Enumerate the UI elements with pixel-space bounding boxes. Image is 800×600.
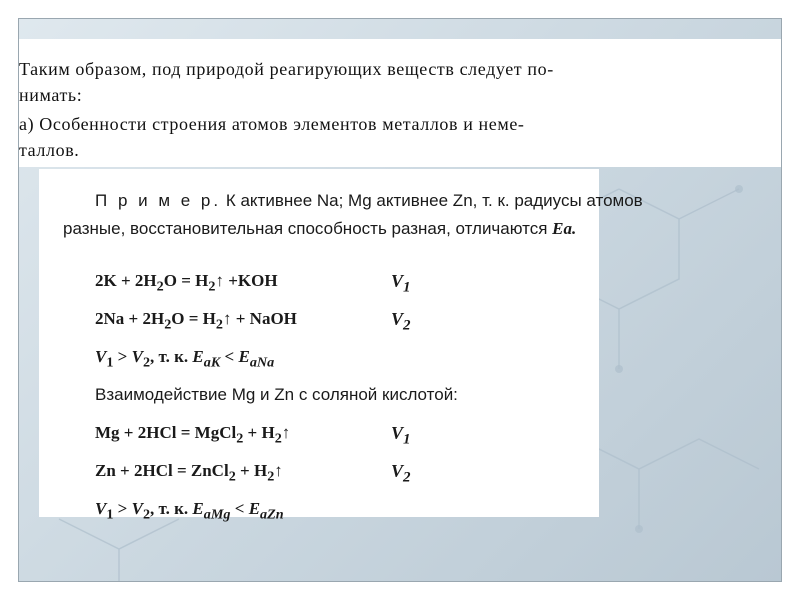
c2-gt: > — [113, 499, 132, 518]
eq2-sub2: 2 — [215, 316, 223, 333]
rate-comparison-1 — [95, 347, 274, 371]
c2-tk: , т. к. — [150, 499, 193, 518]
rate-comparison-2 — [95, 499, 284, 523]
c2-ea2: E — [248, 499, 261, 518]
reaction-k-water — [95, 271, 278, 295]
paragraph-2-line-2: таллов. — [19, 140, 80, 160]
example-block — [39, 169, 643, 523]
example-intro-line-2-text: разные, восстановительная способность разная, отличаются — [63, 219, 548, 238]
eq2-sub1: 2 — [164, 316, 172, 333]
paragraph-1-line-1: Таким образом, под природой реагирующих веществ следует по- — [19, 59, 554, 79]
example-intro-rest: К активнее Na; Mg активнее Zn, т. к. радиусы атомов — [221, 191, 643, 210]
eq1-right: +KOH — [223, 271, 278, 290]
rate-v2-label — [391, 461, 411, 487]
c2-ea1-sub: aMg — [203, 506, 231, 523]
reaction-na-water — [95, 309, 297, 333]
c2-lt: < — [230, 499, 249, 518]
c1-s2: 2 — [142, 354, 151, 371]
c1-v2: V — [131, 347, 143, 366]
eq3-mid: + H — [243, 423, 275, 442]
eq1-sub1: 2 — [156, 278, 164, 295]
slide-frame — [18, 18, 782, 582]
eq3-sub1: 2 — [236, 430, 244, 447]
eq4-left: Zn + 2HCl = ZnCl — [95, 461, 229, 480]
rate-v1-label — [391, 271, 411, 297]
c1-ea1-sub: aK — [203, 354, 221, 371]
rate-symbol: V — [391, 271, 404, 291]
acid-reaction-title: Взаимодействие Mg и Zn с соляной кислотой: — [95, 385, 458, 404]
gas-arrow-icon: ↑ — [274, 461, 283, 480]
eq4-mid: + H — [235, 461, 268, 480]
c1-lt: < — [220, 347, 239, 366]
eq2-left: 2Na + 2H — [95, 309, 165, 328]
eq4-sub1: 2 — [228, 468, 236, 485]
rate-sub: 2 — [403, 469, 411, 486]
reaction-zn-hcl — [95, 461, 283, 485]
rate-symbol: V — [391, 461, 404, 481]
c1-ea2: E — [238, 347, 250, 366]
eq1-sub2: 2 — [208, 278, 216, 295]
eq3-sub2: 2 — [274, 430, 282, 447]
eq3-left: Mg + 2HCl = MgCl — [95, 423, 237, 442]
eq4-sub2: 2 — [267, 468, 275, 485]
example-intro-line-2 — [63, 219, 576, 239]
c2-s2: 2 — [142, 506, 151, 523]
c2-s1: 1 — [106, 506, 114, 523]
intro-text-block — [19, 39, 782, 167]
rate-sub: 1 — [403, 279, 411, 296]
rate-symbol: V — [391, 309, 404, 329]
paragraph-2-line-1: а) Особенности строения атомов элементов металлов и неме- — [19, 114, 525, 134]
reaction-mg-hcl — [95, 423, 290, 447]
eq2-mid: O = H — [171, 309, 216, 328]
eq2-right: + NaOH — [231, 309, 297, 328]
energy-symbol: Ea. — [552, 219, 577, 238]
c1-v1: V — [95, 347, 107, 366]
c2-ea2-sub: aZn — [260, 506, 284, 523]
gas-arrow-icon: ↑ — [222, 309, 232, 328]
rate-sub: 1 — [403, 431, 411, 448]
c1-ea2-sub: aNa — [249, 354, 275, 371]
gas-arrow-icon: ↑ — [281, 423, 291, 442]
c2-ea1: E — [192, 499, 204, 518]
rate-symbol: V — [391, 423, 404, 443]
c1-tk: , т. к. — [150, 347, 193, 366]
rate-v1-label — [391, 423, 411, 449]
c1-gt: > — [113, 347, 132, 366]
eq1-left: 2K + 2H — [95, 271, 157, 290]
c1-ea1: E — [192, 347, 204, 366]
eq1-mid: O = H — [163, 271, 209, 290]
example-lead: П р и м е р. — [95, 191, 222, 210]
paragraph-1-line-2: нимать: — [19, 85, 83, 105]
c2-v1: V — [95, 499, 107, 518]
rate-v2-label — [391, 309, 411, 335]
c2-v2: V — [131, 499, 143, 518]
gas-arrow-icon: ↑ — [215, 271, 224, 290]
c1-s1: 1 — [106, 354, 114, 371]
rate-sub: 2 — [403, 317, 411, 334]
example-intro-line-1 — [95, 191, 643, 211]
